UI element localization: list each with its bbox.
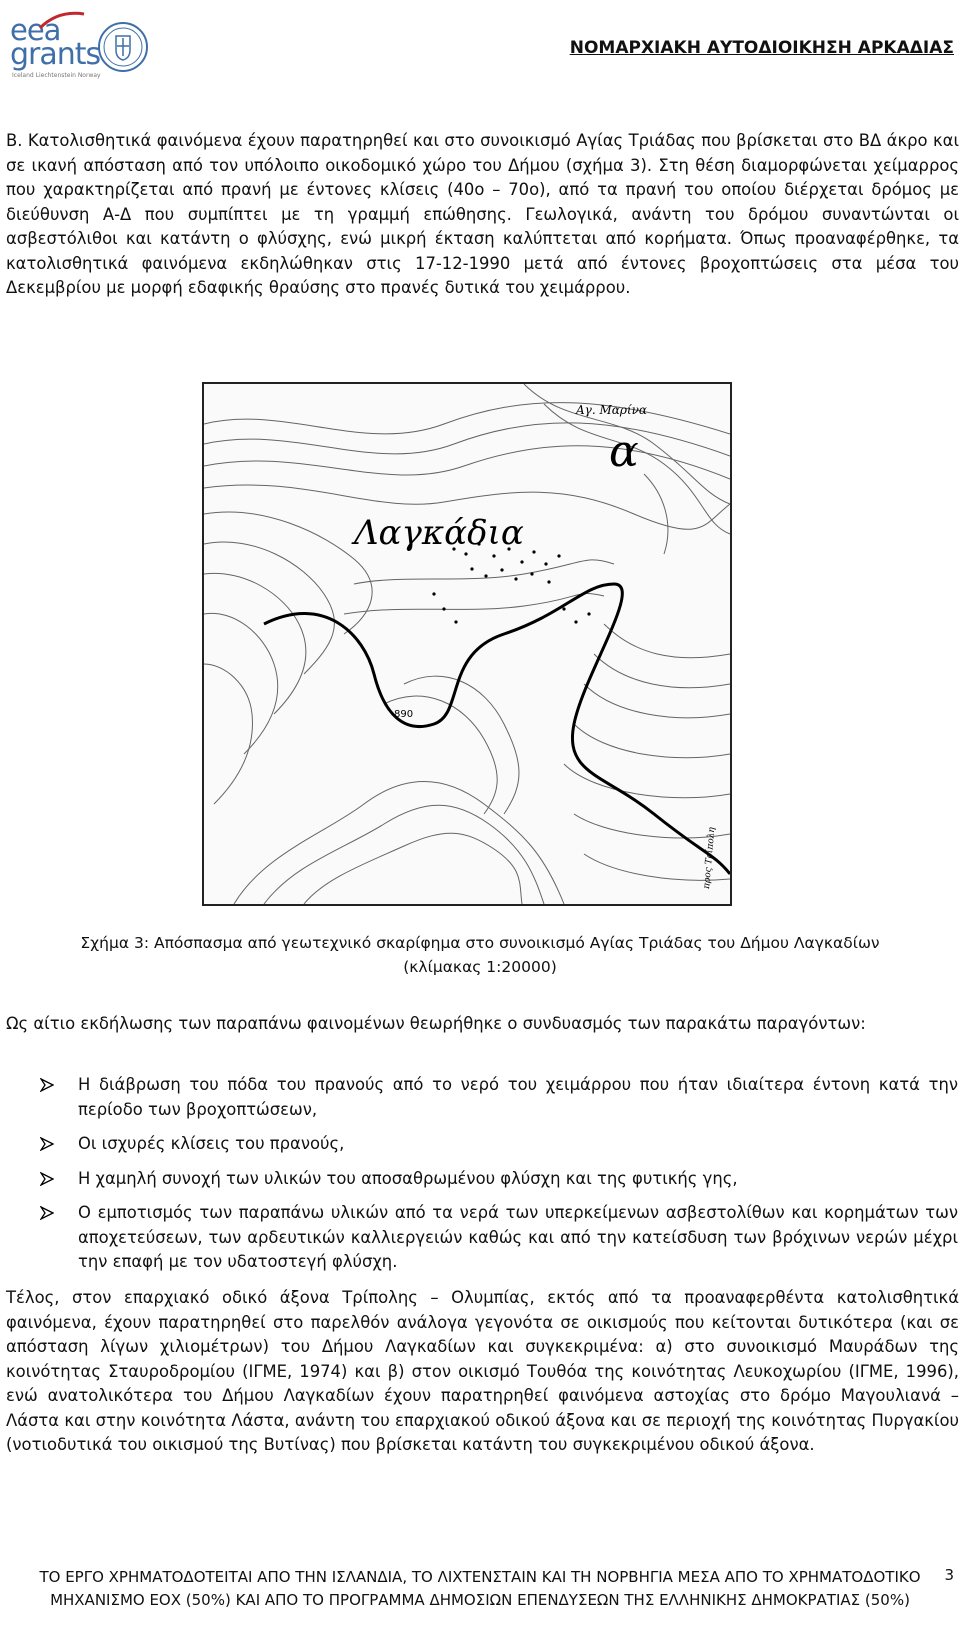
list-item: [40, 1167, 958, 1192]
list-item: [40, 1073, 958, 1122]
map-label-alpha: α: [609, 426, 639, 477]
page-header-title: ΝΟΜΑΡΧΙΑΚΗ ΑΥΤΟΔΙΟΙΚΗΣΗ ΑΡΚΑΔΙΑΣ: [569, 38, 954, 58]
bullet-text: Οι ισχυρές κλίσεις του πρανούς,: [78, 1134, 345, 1153]
arrow-bullet-icon: [40, 1137, 54, 1151]
map-label-agia-marina: Αγ. Μαρίνα: [576, 403, 648, 417]
topographic-map-sketch: [204, 384, 730, 904]
logo-eea-text: eea: [10, 13, 61, 47]
contour-lines: [204, 384, 730, 904]
page-footer: ΤΟ ΕΡΓΟ ΧΡΗΜΑΤΟΔΟΤΕΙΤΑΙ ΑΠΟ ΤΗΝ ΙΣΛΑΝΔΙΑ, ΤΟ ΛΙΧΤΕΝΣΤΑΙΝ ΚΑΙ ΤΗ ΝΟΡΒΗΓΙΑ ΜΕΣΑ ΑΠΟ ΤΟ ΧΡΗΜΑΤΟΔΟΤΙΚΟ ΜΗΧΑΝΙΣΜΟ ΕΟΧ (50%) ΚΑΙ ΑΠΟ ΤΟ ΠΡΟΓΡΑΜΜΑ ΔΗΜΟΣΙΩΝ ΕΠΕΝΔΥΣΕΩΝ ΤΗΣ ΕΛΛΗΝΙΚΗΣ ΔΗΜΟΚΡΑΤΙΑΣ (50%): [39, 1568, 921, 1609]
list-item: [40, 1132, 958, 1157]
topographic-map-figure: [202, 382, 732, 906]
arrow-bullet-icon: [40, 1172, 54, 1186]
bullet-text: Η χαμηλή συνοχή των υλικών του αποσαθρωμένου φλύσχη και της φυτικής γης,: [78, 1168, 738, 1188]
map-label-village: Λαγκάδια: [354, 513, 524, 553]
logo-swoosh-icon: [38, 8, 88, 30]
logo-subtitle: Iceland Liechtenstein Norway: [12, 72, 101, 79]
bullet-text: Ο εμποτισμός των παραπάνω υλικών από τα νερά των υπερκείμενων ασβεστολίθων και κορημάτων των αποχετεύσεων, των αρδευτικών καλλιεργειών καθώς και από την κατείσδυση των βρόχινων νερών μέχρι την επαφή με τον υδατοστεγή φλύσχη.: [78, 1203, 958, 1271]
causes-bullet-list: [40, 1073, 958, 1285]
arrow-bullet-icon: [40, 1078, 54, 1092]
list-item: [40, 1201, 958, 1275]
arrow-bullet-icon: [40, 1206, 54, 1220]
map-label-elevation: 890: [394, 709, 414, 720]
figure-caption: Σχήμα 3: Απόσπασμα από γεωτεχνικό σκαρίφημα στο συνοικισμό Αγίας Τριάδας του Δήμου Λαγκαδίων (κλίμακας 1:20000): [80, 934, 880, 976]
page-number: 3: [944, 1566, 954, 1584]
village-dots: [432, 542, 590, 623]
paragraph-landslide-agia-triada: Β. Κατολισθητικά φαινόμενα έχουν παρατηρηθεί και στο συνοικισμό Αγίας Τριάδας που βρίσκεται στο ΒΔ άκρο και σε ικανή απόσταση από τον υπόλοιπο οικοδομικό χώρο του Δήμου (σχήμα 3). Στη θέση διαμορφώνεται χείμαρρος που χαρακτηρίζεται από πρανή με έντονες κλίσεις (40ο – 70ο), από τα πρανή του οποίου διέρχεται δρόμος με διεύθυνση Α-Δ που συμπίπτει με τη γραμμή επώθησης. Γεωλογικά, ανάντη του δρόμου συναντώνται οι ασβεστόλιθοι και κατάντη ο φλύσχης, ενώ μικρή έκταση καλύπτεται από κορήματα. Όπως προαναφέρθηκε, τα κατολισθητικά φαινόμενα εκδηλώθηκαν στις 17-12-1990 μετά από έντονες βροχοπτώσεις στα μέσα του Δεκεμβρίου με μορφή εδαφικής θραύσης στο πρανές δυτικά του χειμάρρου.: [6, 131, 959, 297]
eea-grants-logo: [8, 8, 148, 78]
greek-emblem-icon: [96, 20, 150, 74]
map-label-to-tripoli: προς Τρίπολη: [702, 826, 718, 890]
logo-grants-text: grants: [10, 37, 101, 72]
bullet-text: Η διάβρωση του πόδα του πρανούς από το νερό του χειμάρρου που ήταν ιδιαίτερα έντονη κατά την περίοδο των βροχοπτώσεων,: [78, 1075, 958, 1119]
paragraph-other-landslides: Τέλος, στον επαρχιακό οδικό άξονα Τρίπολης – Ολυμπίας, εκτός από τα προαναφερθέντα κατολισθητικά φαινόμενα, έχουν παρατηρηθεί στο παρελθόν ανάλογα γεγονότα σε οικισμούς που κείτονται δυτικότερα (και σε απόσταση λίγων χιλιομέτρων) του Δήμου Λαγκαδίων και συγκεκριμένα: α) στο συνοικισμό Μαυράδων της κοινότητας Σταυροδρομίου (ΙΓΜΕ, 1974) και β) στον οικισμό Τουθόα της κοινότητας Λευκοχωρίου (ΙΓΜΕ, 1996), ενώ ανατολικότερα του Δήμου Λαγκαδίων έχουν παρατηρηθεί φαινόμενα αστοχίας στο δρόμο Μαγουλιανά – Λάστα και στην κοινότητα Λάστα, ανάντη του επαρχιακού οδικού άξονα και σε περιοχή της κοινότητας Πυργακίου (νοτιοδυτικά του οικισμού της Βυτίνας) που βρίσκεται κατάντη του συγκεκριμένου οδικού άξονα.: [6, 1288, 959, 1454]
paragraph-causes-intro: Ως αίτιο εκδήλωσης των παραπάνω φαινομένων θεωρήθηκε ο συνδυασμός των παρακάτω παραγόντων:: [6, 1014, 866, 1033]
